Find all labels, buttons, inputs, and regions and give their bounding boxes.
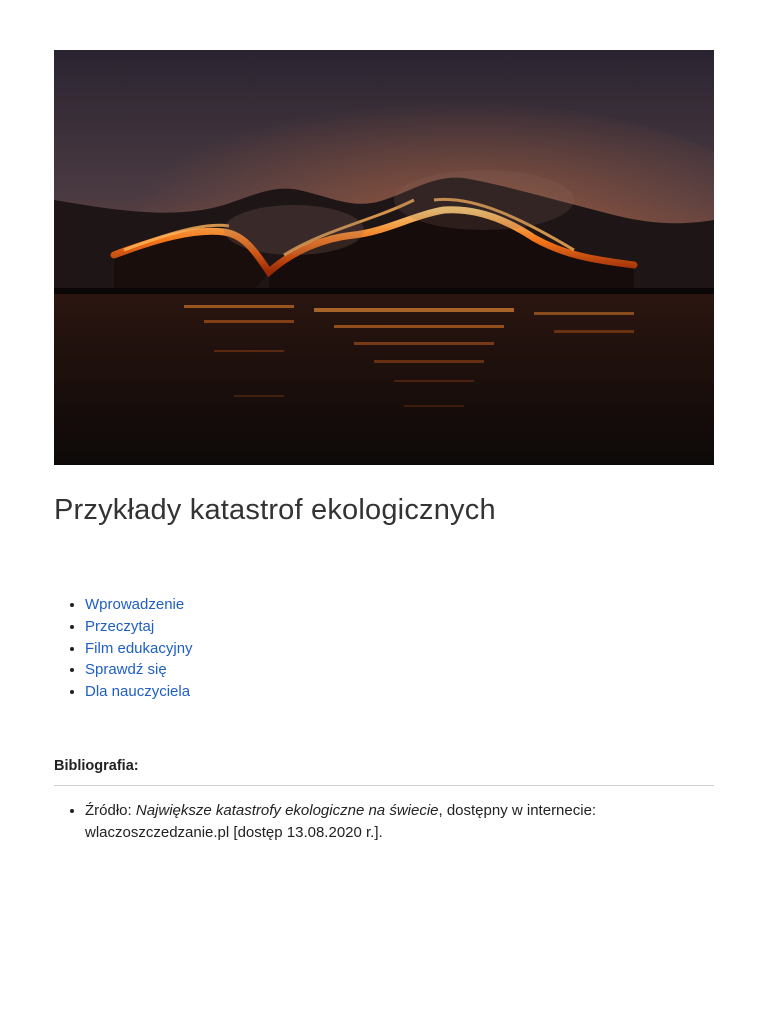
toc-link-educational-film[interactable]: Film edukacyjny bbox=[85, 639, 193, 657]
bibliography-entry bbox=[85, 800, 685, 844]
toc-link-check-yourself[interactable]: Sprawdź się bbox=[85, 661, 167, 679]
hero-image bbox=[54, 50, 714, 465]
toc-link-introduction[interactable]: Wprowadzenie bbox=[85, 596, 185, 613]
bibliography-entry-suffix: , dostępny w internecie: wlaczoszczedzanie.pl [dostęp 13.08.2020 r.]. bbox=[85, 802, 597, 841]
toc-item bbox=[85, 594, 193, 616]
toc-link-read[interactable]: Przeczytaj bbox=[85, 617, 155, 635]
table-of-contents bbox=[54, 594, 193, 703]
toc-item bbox=[85, 681, 193, 703]
bibliography-entry-prefix: Źródło: bbox=[85, 802, 136, 819]
forest-fire-photo-icon bbox=[54, 50, 714, 465]
page-title: Przykłady katastrof ekologicznych bbox=[54, 494, 496, 526]
bibliography-heading: Bibliografia: bbox=[54, 758, 139, 774]
bibliography-entry-title: Największe katastrofy ekologiczne na świecie bbox=[135, 802, 439, 819]
toc-item bbox=[85, 638, 193, 660]
bibliography-list bbox=[54, 800, 685, 844]
bibliography-divider bbox=[54, 785, 714, 786]
toc-item bbox=[85, 616, 193, 638]
toc-link-for-teacher[interactable]: Dla nauczyciela bbox=[85, 683, 191, 701]
toc-item bbox=[85, 659, 193, 681]
